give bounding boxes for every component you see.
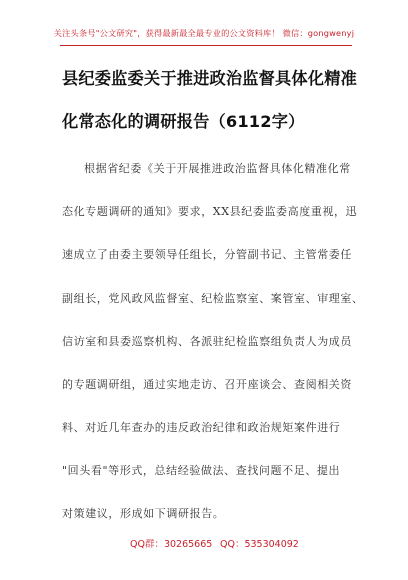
document-title-line-2: 化常态化的调研报告（6112字） <box>62 112 305 131</box>
body-line: 的专题调研组，通过实地走访、召开座谈会、查阅相关资 <box>62 378 352 391</box>
body-line: 料、对近几年查办的违反政治纪律和政治规矩案件进行 <box>62 421 341 434</box>
footer-qq: QQ：535304092 <box>220 539 299 550</box>
body-line: 对策建议，形成如下调研报告。 <box>62 507 225 520</box>
body-line: "回头看"等形式，总结经验做法、查找问题不足、提出 <box>62 464 341 477</box>
header-note: 关注头条号"公文研究"，获得最新最全最专业的公文资料库！ 微信：gongwenyj <box>53 28 355 38</box>
body-line: 副组长，党风政风监督室、纪检监察室、案管室、审理室、 <box>62 292 364 305</box>
body-line: 态化专题调研的通知》要求，XX县纪委监委高度重视，迅 <box>62 205 358 218</box>
footer-qq-group: QQ群：30265665 <box>130 539 213 550</box>
body-line: 信访室和县委巡察机构、各派驻纪检监察组负责人为成员 <box>62 335 352 348</box>
document-title-line-1: 县纪委监委关于推进政治监督具体化精准 <box>62 69 357 88</box>
header-divider <box>60 45 352 46</box>
body-line: 根据省纪委《关于开展推进政治监督具体化精准化常 <box>84 162 351 175</box>
body-line: 速成立了由委主要领导任组长，分管副书记、主管常委任 <box>62 248 352 261</box>
footer-contact <box>0 536 408 550</box>
